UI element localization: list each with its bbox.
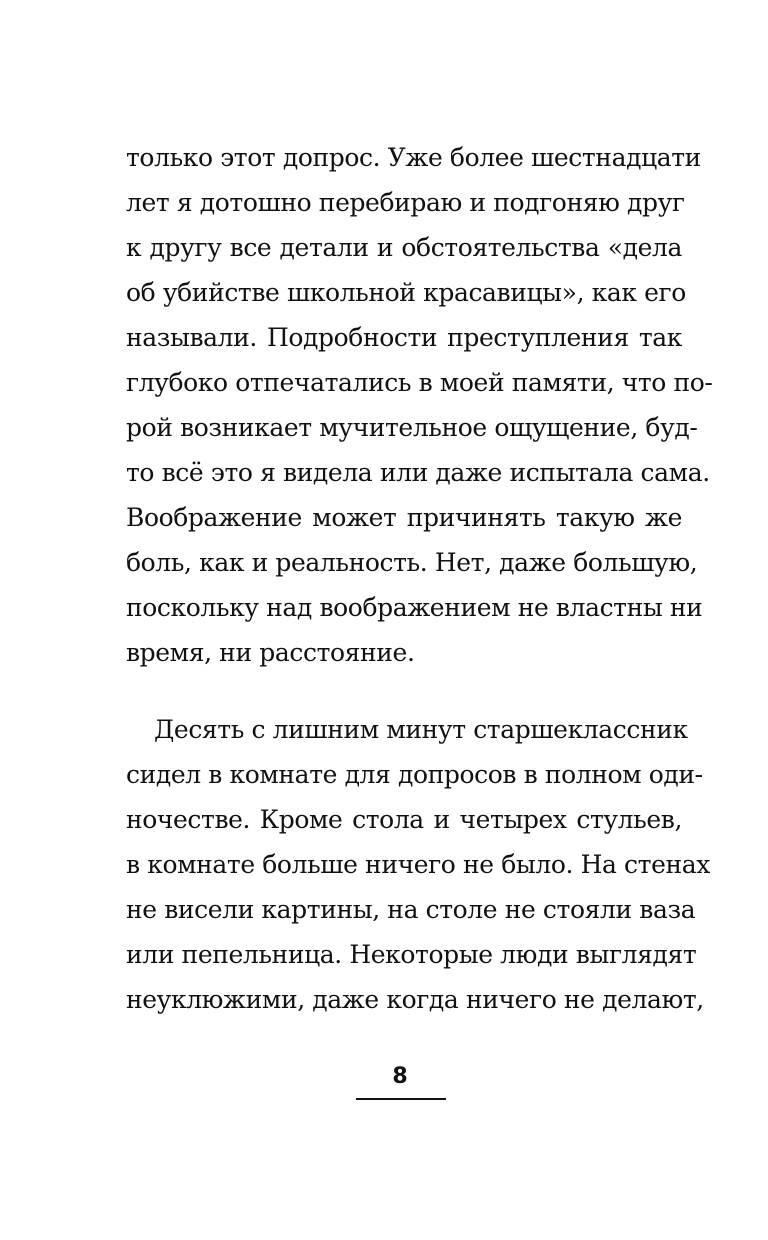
text-line: в комнате больше ничего не было. На стенах [126, 850, 710, 879]
text-line: об убийстве школьной красавицы», как его [126, 278, 686, 307]
text-line: лет я дотошно перебираю и подгоняю друг [126, 188, 685, 217]
text-line: Воображение может причинять такую же [126, 503, 682, 532]
text-line: называли. Подробности преступления так [126, 323, 682, 352]
text-line: боль, как и реальность. Нет, даже большую, [126, 548, 698, 577]
text-line: или пепельница. Некоторые люди выглядят [126, 940, 697, 969]
text-line: сидел в комнате для допросов в полном оди- [126, 760, 703, 789]
text-line: время, ни расстояние. [126, 638, 415, 667]
text-line: поскольку над воображением не властны ни [126, 593, 703, 622]
text-line: к другу все детали и обстоятельства «дела [126, 233, 682, 262]
text-line: неуклюжими, даже когда ничего не делают, [126, 985, 704, 1014]
text-line: ночестве. Кроме стола и четырех стульев, [126, 805, 682, 834]
text-line: рой возникает мучительное ощущение, буд- [126, 413, 698, 442]
text-line: только этот допрос. Уже более шестнадцати [126, 143, 701, 172]
text-line: Десять с лишним минут старшеклассник [154, 715, 688, 744]
text-line: не висели картины, на столе не стояли ваза [126, 895, 696, 924]
text-line: то всё это я видела или даже испытала сама. [126, 458, 710, 487]
page-number: 8 [392, 1064, 408, 1089]
page-number-rule [356, 1098, 446, 1100]
text-line: глубоко отпечатались в моей памяти, что по- [126, 368, 713, 397]
